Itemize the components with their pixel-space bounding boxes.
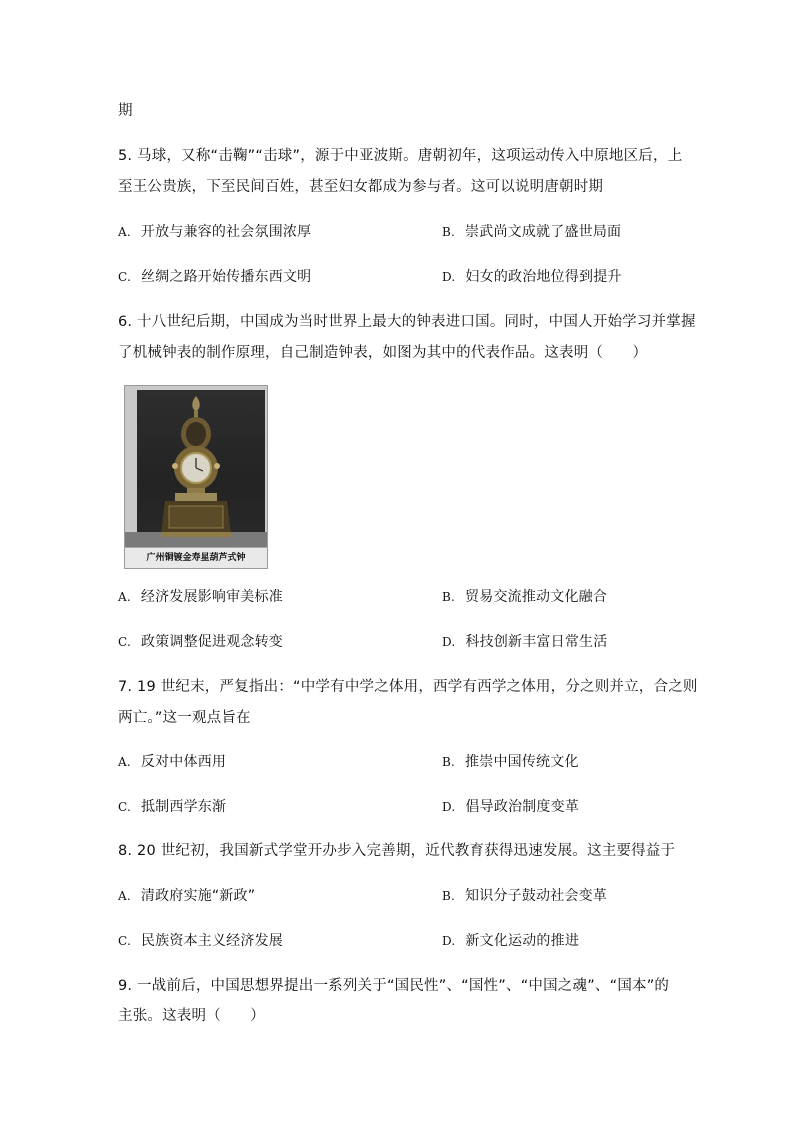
continued-text-fragment: 期 — [118, 103, 133, 119]
option-letter: C. — [118, 270, 131, 284]
option-letter: D. — [442, 934, 456, 948]
question-5-stem-line-2: 至王公贵族，下至民间百姓，甚至妇女都成为参与者。这可以说明唐朝时期 — [118, 179, 604, 195]
question-5-option-d — [442, 267, 622, 287]
option-letter: A. — [118, 225, 131, 239]
question-5-option-a — [118, 222, 311, 242]
option-letter: B. — [442, 590, 456, 604]
question-6-option-d — [442, 632, 607, 652]
question-7-stem-line-2: 两亡。”这一观点旨在 — [118, 710, 251, 726]
question-9-stem-line-2: 主张。这表明（ ） — [118, 1008, 265, 1024]
option-text: 科技创新丰富日常生活 — [465, 634, 608, 650]
option-letter: D. — [442, 635, 456, 649]
option-letter: B. — [442, 889, 456, 903]
option-text: 抵制西学东渐 — [140, 799, 227, 815]
option-letter: D. — [442, 800, 456, 814]
option-text: 倡导政治制度变革 — [465, 799, 580, 815]
option-text: 丝绸之路开始传播东西文明 — [140, 269, 312, 285]
option-text: 知识分子鼓动社会变革 — [465, 888, 608, 904]
question-6-stem-line-1: 6. 十八世纪后期，中国成为当时世界上最大的钟表进口国。同时，中国人开始学习并掌握 — [118, 314, 696, 330]
option-letter: B. — [442, 755, 456, 769]
question-7-option-b — [442, 752, 579, 772]
option-letter: D. — [442, 270, 456, 284]
option-text: 妇女的政治地位得到提升 — [465, 269, 622, 285]
option-text: 经济发展影响审美标准 — [140, 589, 283, 605]
question-7-option-c — [118, 797, 226, 817]
option-text: 民族资本主义经济发展 — [140, 933, 283, 949]
question-6-option-b — [442, 587, 607, 607]
option-letter: B. — [442, 225, 456, 239]
question-5-option-c — [118, 267, 311, 287]
option-text: 崇武尚文成就了盛世局面 — [465, 224, 622, 240]
option-letter: A. — [118, 755, 131, 769]
question-6-option-a — [118, 587, 283, 607]
question-5-stem-line-1: 5. 马球，又称“击鞠”“击球”，源于中亚波斯。唐朝初年，这项运动传入中原地区后，上 — [118, 148, 683, 164]
question-6-option-c — [118, 632, 283, 652]
question-8-option-a — [118, 886, 255, 906]
question-9-stem-line-1: 9. 一战前后，中国思想界提出一系列关于“国民性”、“国性”、“中国之魂”、“国本”的 — [118, 978, 670, 994]
question-7-option-a — [118, 752, 226, 772]
option-text: 贸易交流推动文化融合 — [465, 589, 608, 605]
photo-caption: 广州铜镀金寿星葫芦式钟 — [125, 547, 267, 568]
option-text: 新文化运动的推进 — [465, 933, 580, 949]
option-letter: A. — [118, 889, 131, 903]
question-5-option-b — [442, 222, 621, 242]
clock-illustration — [125, 386, 267, 548]
option-text: 反对中体西用 — [140, 754, 227, 770]
option-text: 清政府实施“新政” — [140, 888, 256, 904]
question-8-option-c — [118, 931, 283, 951]
question-7-option-d — [442, 797, 579, 817]
option-letter: C. — [118, 934, 131, 948]
option-text: 政策调整促进观念转变 — [140, 634, 283, 650]
option-letter: A. — [118, 590, 131, 604]
option-text: 推崇中国传统文化 — [465, 754, 579, 770]
question-6-stem-line-2: 了机械钟表的制作原理，自己制造钟表，如图为其中的代表作品。这表明（ ） — [118, 345, 648, 361]
question-8-option-d — [442, 931, 579, 951]
option-letter: C. — [118, 800, 131, 814]
question-7-stem-line-1: 7. 19 世纪末，严复指出：“中学有中学之体用，西学有西学之体用，分之则并立，合之则 — [118, 679, 698, 695]
clock-photo — [124, 385, 268, 569]
question-8-option-b — [442, 886, 607, 906]
option-text: 开放与兼容的社会氛围浓厚 — [140, 224, 312, 240]
question-8-stem-line-1: 8. 20 世纪初，我国新式学堂开办步入完善期，近代教育获得迅速发展。这主要得益于 — [118, 843, 676, 859]
option-letter: C. — [118, 635, 131, 649]
